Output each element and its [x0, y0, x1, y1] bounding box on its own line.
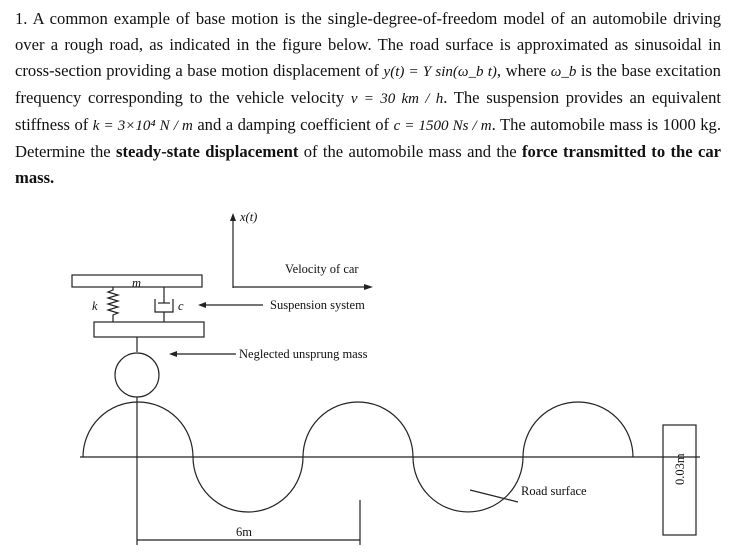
problem-text-5: and a damping coefficient of [197, 115, 390, 134]
problem-text-4: . The suspension provides an equivalent stiffness of [15, 88, 722, 134]
bold-force-transmitted: force transmitted to the car mass. [15, 142, 721, 187]
x-arrow-head [230, 213, 236, 221]
equation-stiffness: k = 3×10⁴ N / m [92, 118, 193, 134]
problem-number: 1. [15, 9, 28, 28]
equation-omega: ω_b [550, 64, 577, 80]
problem-text-2: , where [496, 61, 547, 80]
label-velocity: Velocity of car [285, 262, 359, 276]
equation-base-motion: y(t) = Y sin(ω_b t) [383, 64, 497, 80]
label-amplitude: 0.03m [673, 453, 687, 485]
unsprung-pointer-head [169, 351, 177, 357]
label-m: m [132, 276, 142, 290]
problem-text-7: of the automobile mass and the [303, 142, 517, 161]
equation-damping: c = 1500 Ns / m [393, 118, 492, 134]
spring-k [108, 287, 118, 322]
problem-text-6: . The automobile mass is 1000 kg. Determine the [15, 115, 721, 161]
label-road: Road surface [521, 484, 587, 498]
label-c: c [178, 299, 184, 313]
problem-statement [15, 6, 721, 191]
label-k: k [92, 299, 98, 313]
suspension-pointer-head [198, 302, 206, 308]
velocity-arrow-head [364, 284, 373, 290]
label-unsprung: Neglected unsprung mass [239, 347, 368, 361]
problem-text-3: is the base excitation frequency corresponding to the vehicle velocity [15, 61, 721, 107]
equation-velocity: v = 30 km / h [350, 91, 444, 107]
wheel [115, 353, 159, 397]
bold-steady-state: steady-state displacement [116, 142, 299, 161]
label-x: x(t) [240, 210, 258, 224]
axle-plate [94, 322, 204, 337]
label-suspension: Suspension system [270, 298, 365, 312]
label-wavelength: 6m [236, 525, 252, 539]
base-motion-figure [0, 205, 734, 555]
problem-text-1: A common example of base motion is the single-degree-of-freedom model of an automobile driving over a rough road, as indicated in the figure below. The road surface is approximated as sinusoidal in cross-section providing a base motion displacement of [15, 9, 722, 80]
